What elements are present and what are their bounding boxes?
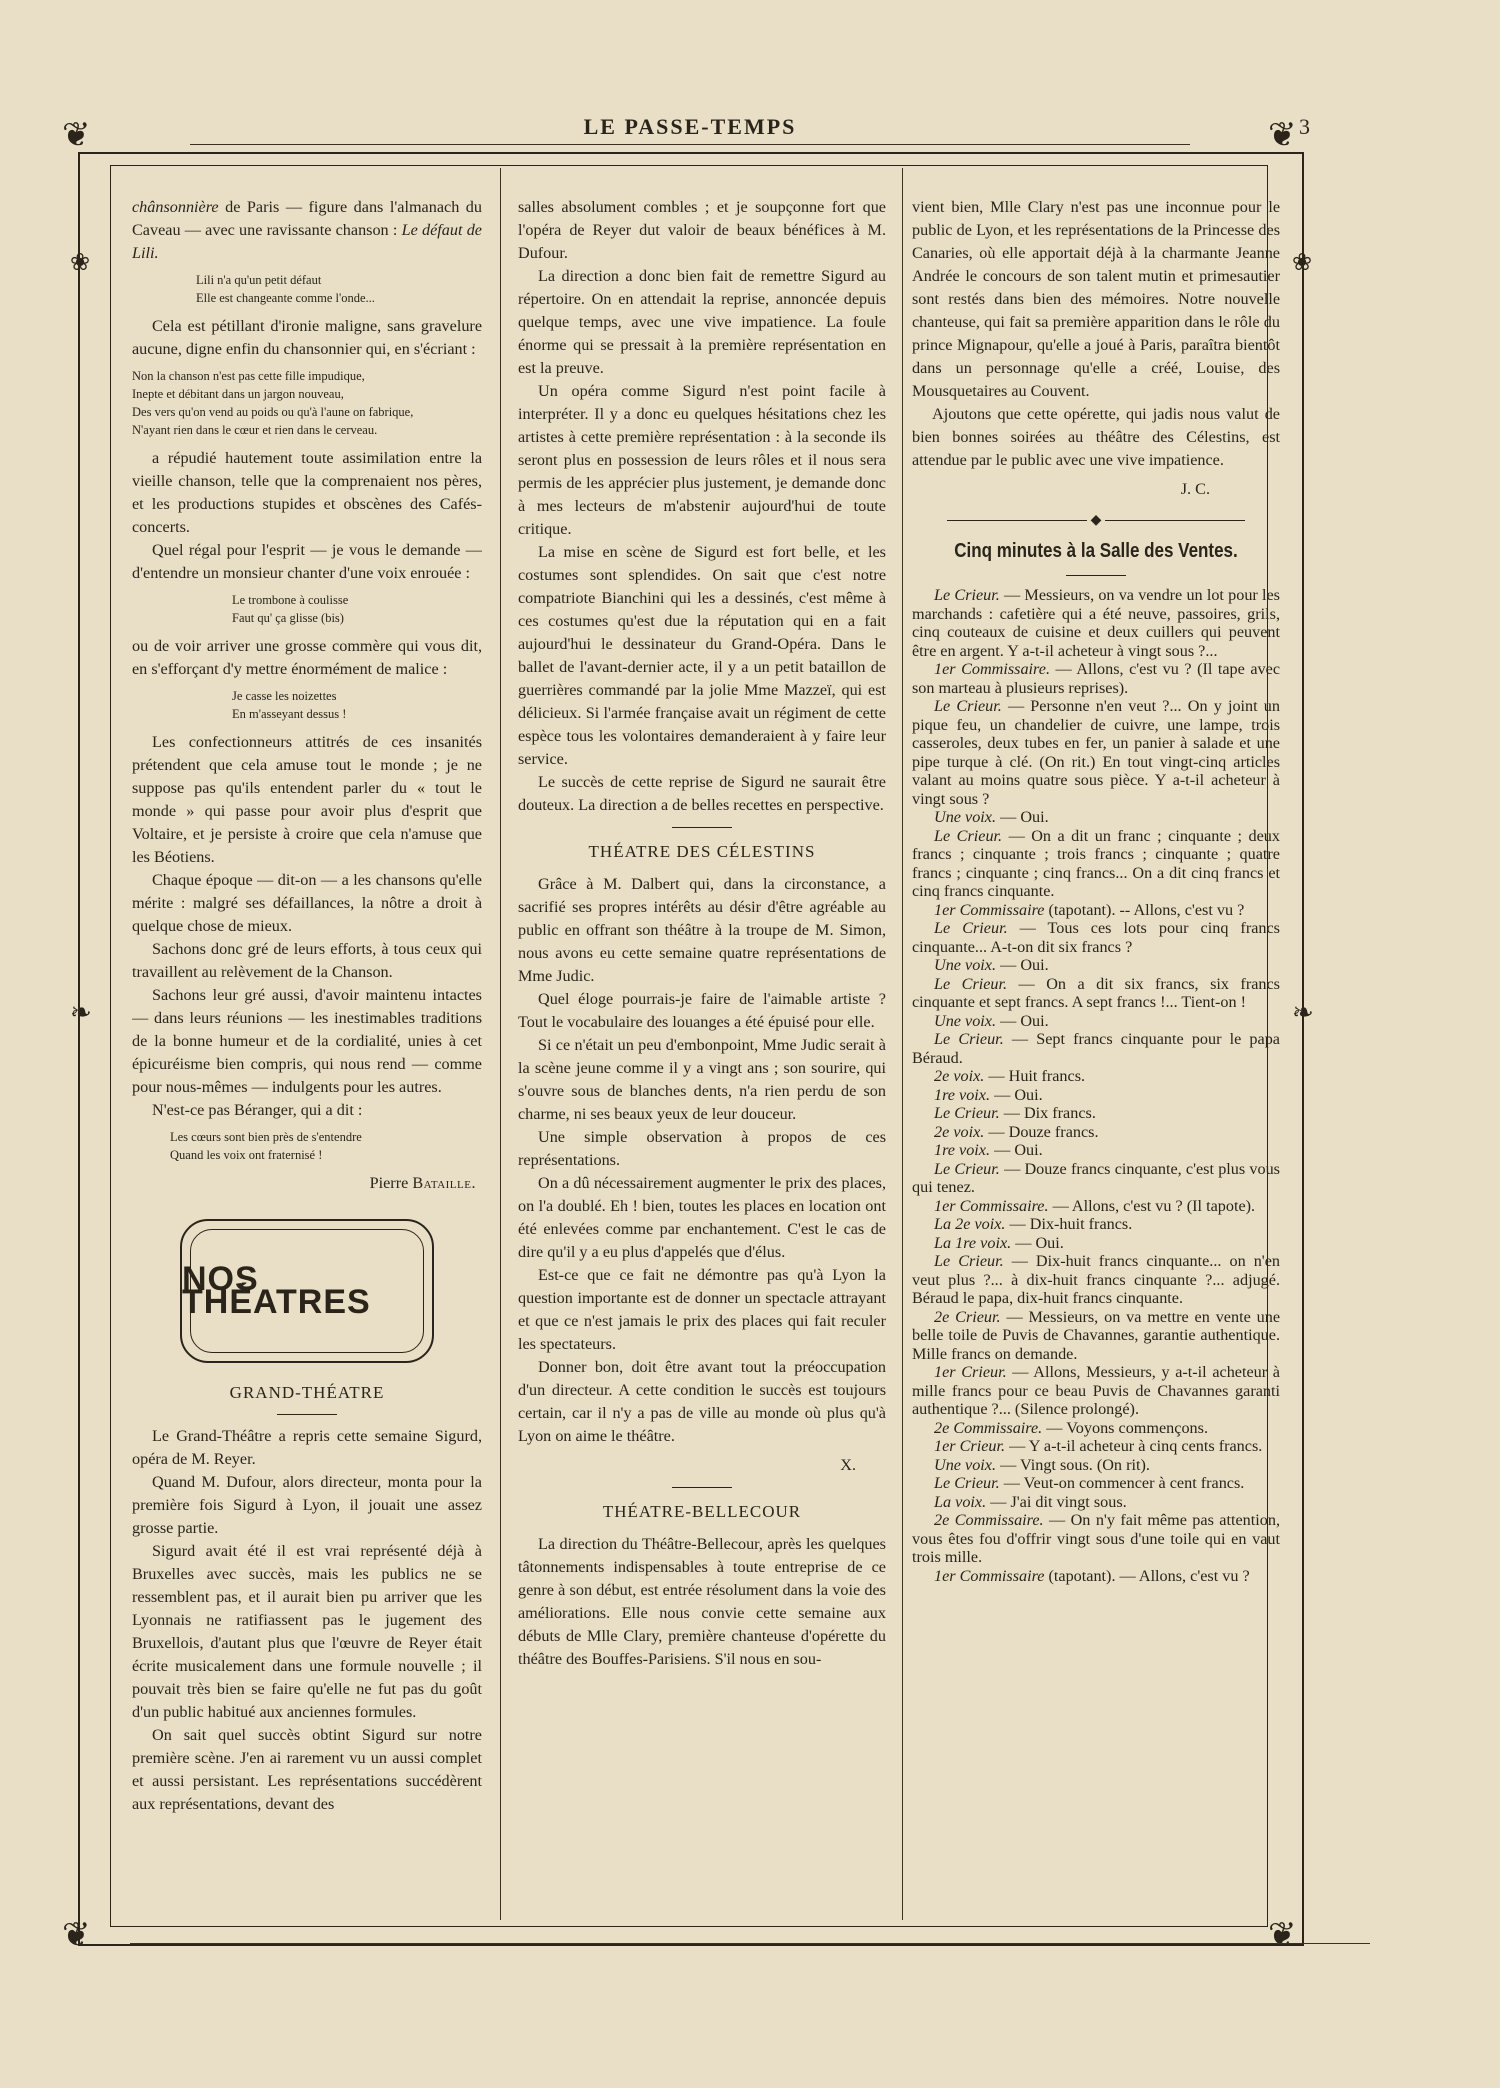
paragraph: Les confectionneurs attitrés de ces insanités prétendent que cela amuse tout le monde ; je ne suppose pas qu'ils entendent parler du « tout le monde » qui passe pour avoir plus d'esprit que Voltaire, et je persiste à croire que cela n'amuse que les Béotiens. <box>132 733 482 866</box>
paragraph <box>132 196 482 265</box>
dialog-line <box>912 1215 1280 1234</box>
auction-dialog <box>912 586 1280 1585</box>
dialog-line <box>912 1493 1280 1512</box>
speech: — Douze francs. <box>984 1122 1099 1141</box>
speaker: 2e Commissaire. <box>934 1418 1043 1437</box>
speaker: Le Crieur. <box>934 1104 1000 1122</box>
speech: — Oui. <box>1011 1233 1064 1252</box>
dialog-line <box>912 1474 1280 1493</box>
speech: — On a dit six francs, six francs cinquante et sept francs. A sept francs !... Tient-on ! <box>912 974 1280 1011</box>
paragraph: Donner bon, doit être avant tout la préoccupation d'un directeur. A cette condition le succès est toujours certain, car il n'y a pas de ville au monde où plus qu'à Lyon on aime le théâtre. <box>518 1358 886 1445</box>
speech: — Allons, Messieurs, y a-t-il acheteur à mille francs pour ce beau Puvis de Chavannes garanti authentique ?... (Silence prolongé). <box>912 1363 1280 1418</box>
verse-line: Des vers qu'on vend au poids ou qu'à l'aune on fabrique, <box>132 405 414 419</box>
section-heading: THÉATRE-BELLECOUR <box>602 1502 802 1521</box>
speaker: 1er Commissaire <box>934 900 1045 919</box>
speech: — Huit francs. <box>984 1067 1086 1085</box>
signature-last: Bataille. <box>412 1174 476 1192</box>
dialog-line <box>912 1437 1280 1456</box>
nos-theatres-banner <box>180 1219 434 1363</box>
speech: — On n'y fait même pas attention, vous êtes fou d'offrir vingt sous d'une toile qui en vaut trois mille. <box>912 1511 1280 1566</box>
speaker: 1re voix. <box>934 1085 991 1104</box>
corner-ornament-icon: ❦ <box>1268 115 1297 155</box>
author-signature: J. C. <box>1180 480 1210 498</box>
dialog-line <box>912 808 1280 827</box>
dialog-line <box>912 1086 1280 1105</box>
dialog-line <box>912 660 1280 697</box>
paragraph: Chaque époque — dit-on — a les chansons qu'elle mérite : malgré ses défaillances, la nôtre a droit à quelque chose de mieux. <box>132 871 482 935</box>
paragraph: Une simple observation à propos de ces représentations. <box>518 1128 886 1169</box>
paragraph: Est-ce que ce fait ne démontre pas qu'à Lyon la question importante est de donner un spectacle attrayant et que ce n'est jamais le prix des places qui fait reculer les spectateurs. <box>518 1266 886 1353</box>
column-1 <box>132 196 482 1906</box>
verse-line: Lili n'a qu'un petit défaut <box>196 273 322 287</box>
dialog-line <box>912 1012 1280 1031</box>
speaker: 1er Commissaire. <box>934 1196 1049 1215</box>
verse-line: Le trombone à coulisse <box>232 593 349 607</box>
side-ornament-icon: ❀ <box>1292 248 1313 276</box>
paragraph: salles absolument combles ; et je soupçonne fort que l'opéra de Reyer dut valoir de beaux bénéfices à M. Dufour. <box>518 198 886 262</box>
dialog-line <box>912 919 1280 956</box>
corner-ornament-icon: ❦ <box>1268 1915 1297 1955</box>
speaker: Une voix. <box>934 1455 997 1474</box>
paragraph: Quel régal pour l'esprit — je vous le demande —d'entendre un monsieur chanter d'une voix enrouée : <box>132 541 482 582</box>
journal-title: LE PASSE-TEMPS <box>583 114 797 139</box>
verse-line: N'ayant rien dans le cœur et rien dans le cerveau. <box>132 423 378 437</box>
speaker: 2e voix. <box>934 1067 985 1085</box>
column-2 <box>518 196 886 1906</box>
side-ornament-icon: ❧ <box>1292 998 1314 1028</box>
dialog-line <box>912 956 1280 975</box>
speech: — Personne n'en veut ?... On y joint un pique feu, un chandelier de cuivre, une lampe, trois casseroles, deux tubes en fer, un panier à salade et une pipe turque à clé. (On rit.) En tout vingt-cinq articles valant au moins quatre sous pièce. Y a-t-il acheteur à vingt sous ? <box>912 697 1280 808</box>
paragraph: On a dû nécessairement augmenter le prix des places, on l'a doublé. Eh ! bien, toutes les places en location ont été enlevées comme par enchantement. C'est le cas de dire qu'il y a eu plus d'appelés que d'élus. <box>518 1174 886 1261</box>
paragraph: Quel éloge pourrais-je faire de l'aimable artiste ? Tout le vocabulaire des louanges a été épuisé pour elle. <box>518 990 886 1031</box>
speaker: La 1re voix. <box>934 1233 1012 1252</box>
verse-line: Quand les voix ont fraternisé ! <box>170 1148 323 1162</box>
speaker: 1er Crieur. <box>934 1363 1007 1381</box>
dialog-line <box>912 1419 1280 1438</box>
verse-quote <box>132 271 482 307</box>
speech: — Vingt sous. (On rit). <box>996 1455 1150 1474</box>
dialog-line <box>912 1104 1280 1123</box>
speech: — Oui. <box>996 808 1049 826</box>
paragraph: On sait quel succès obtint Sigurd sur notre première scène. J'en ai rarement vu un aussi complet et aussi persistant. Les représentations succédèrent aux représentations, devant des <box>132 1726 482 1813</box>
speech: — Dix-huit francs cinquante... on n'en veut plus ?... à dix-huit francs cinquante ?... adjugé. Béraud le papa, dix-huit francs cinquante. <box>912 1252 1280 1307</box>
dialog-line <box>912 1363 1280 1419</box>
speech: — Messieurs, on va vendre un lot pour les marchands : cafetière qui a été neuve, passoires, grils, cinq couteaux de cuisine et deux cuillers qui peuvent être en argent. Y a-t-il acheteur à vingt sous ?... <box>912 586 1280 660</box>
verse-line: Inepte et débitant dans un jargon nouveau, <box>132 387 344 401</box>
dialog-line <box>912 586 1280 660</box>
paragraph: Le Grand-Théâtre a repris cette semaine Sigurd, opéra de M. Reyer. <box>132 1427 482 1468</box>
speech: — Veut-on commencer à cent francs. <box>999 1474 1245 1492</box>
italic-text: chânsonnière <box>132 198 219 216</box>
paragraph: Grâce à M. Dalbert qui, dans la circonstance, a sacrifié ses propres intérêts au désir d'être agréable au public en offrant son théâtre à la troupe de M. Simon, nous avons eu cette semaine quatre représentations de Mme Judic. <box>518 875 886 985</box>
section-heading: GRAND-THÉATRE <box>229 1383 385 1402</box>
speech: — Messieurs, on va mettre en vente une belle toile de Puvis de Chavannes, garantie authentique. Mille francs on demande. <box>912 1307 1280 1363</box>
speaker: 2e Commissaire. <box>934 1511 1044 1529</box>
speaker: 2e voix. <box>934 1122 985 1141</box>
dialog-line <box>912 1456 1280 1475</box>
dialog-line <box>912 1030 1280 1067</box>
paragraph: a répudié hautement toute assimilation entre la vieille chanson, telle que la comprenaient nos pères, et les productions stupides et obscènes des Cafés-concerts. <box>132 449 482 536</box>
verse-line: En m'asseyant dessus ! <box>232 707 347 721</box>
paragraph: Si ce n'était un peu d'embonpoint, Mme Judic serait à la scène jeune comme il y a vingt ans ; son sourire, qui s'ouvre sous de blanches dents, n'a rien perdu de son charme, ni ses beaux yeux de leur douceur. <box>518 1036 886 1123</box>
paragraph: Ajoutons que cette opérette, qui jadis nous valut de bien bonnes soirées au théâtre des Célestins, est attendue par le public avec une vive impatience. <box>912 405 1280 469</box>
paragraph: Sachons leur gré aussi, d'avoir maintenu intactes — dans leurs réunions — les inestimables traditions de la bonne humeur et de la cordialité, unies à cet épicuréisme bien compris, qui nous rend — comme pour nous-mêmes — indulgents pour les autres. <box>132 986 482 1096</box>
verse-line: Faut qu' ça glisse (bis) <box>232 611 344 625</box>
dialog-line <box>912 827 1280 901</box>
column-divider <box>902 168 903 1920</box>
speech: — Oui. <box>996 956 1049 974</box>
text: de Paris — figure dans l'almanach du Caveau — avec une ravissante chanson : <box>132 198 482 239</box>
speaker: Le Crieur. <box>934 1252 1004 1270</box>
speech: — Dix-huit francs. <box>1005 1215 1133 1233</box>
speaker: Le Crieur. <box>934 1474 1000 1492</box>
paragraph: Cela est pétillant d'ironie maligne, sans gravelure aucune, digne enfin du chansonnier qui, en s'écriant : <box>132 317 482 358</box>
paragraph: ou de voir arriver une grosse commère qui vous dit, en s'efforçant d'y mettre énormément de malice : <box>132 637 482 678</box>
song-title: Le défaut de Lili. <box>132 221 482 262</box>
speech: (tapotant). -- Allons, c'est vu ? <box>1044 900 1245 919</box>
paragraph: Sigurd avait été il est vrai représenté déjà à Bruxelles avec succès, mais les publics ne se ressemblent pas, et il aurait bien pu arriver que les Lyonnais ne ratifiassent pas le jugement des Bruxellois, d'autant plus que l'œuvre de Reyer était écrite musicalement dans une formule nouvelle ; il pouvait très bien se faire qu'elle ne fut pas du goût d'un public habitué aux anciennes formules. <box>132 1542 482 1721</box>
section-rule <box>672 827 732 828</box>
dialog-line <box>912 1141 1280 1160</box>
speech: — Douze francs cinquante, c'est plus vous qui tenez. <box>912 1159 1280 1196</box>
dialog-line <box>912 1197 1280 1216</box>
page-header <box>60 112 1320 148</box>
paragraph: La direction a donc bien fait de remettre Sigurd au répertoire. On en attendait la reprise, annoncée depuis quelque temps, avec une vive impatience. La foule énorme qui se pressait à la première représentation en est la preuve. <box>518 267 886 377</box>
speech: — Allons, c'est vu ? (Il tape avec son marteau à plusieurs reprises). <box>912 660 1280 697</box>
speech: — J'ai dit vingt sous. <box>986 1492 1127 1511</box>
paragraph: La mise en scène de Sigurd est fort belle, et les costumes sont splendides. On sait que c'est notre compatriote Bianchini qui les a dessinés, c'est même à ces costumes qu'est due la réputation qui en a fait aujourd'hui le dessinateur du Grand-Opéra. Dans le ballet de l'avant-dernier acte, il y a un petit bataillon de guerrières commandé par la jolie Mme Mazzeï, qui est délicieux. Si l'armée française avait un régiment de cette espèce tous les volontaires demanderaient à y faire leur service. <box>518 543 886 768</box>
speaker: 1er Commissaire <box>934 1566 1045 1585</box>
corner-ornament-icon: ❦ <box>62 115 91 155</box>
header-rule <box>190 144 1190 145</box>
section-heading: THÉATRE DES CÉLESTINS <box>588 842 816 861</box>
speaker: 1re voix. <box>934 1141 991 1159</box>
dialog-line <box>912 1160 1280 1197</box>
footer-rule <box>130 1943 1370 1944</box>
verse-line: Non la chanson n'est pas cette fille impudique, <box>132 369 365 383</box>
signature-first: Pierre <box>369 1174 409 1192</box>
dialog-line <box>912 1511 1280 1567</box>
section-rule <box>277 1414 337 1415</box>
paragraph: Sachons donc gré de leurs efforts, à tous ceux qui travaillent au relèvement de la Chanson. <box>132 940 482 981</box>
diamond-separator: ◆ <box>912 509 1280 532</box>
dialog-line <box>912 975 1280 1012</box>
speech: — On a dit un franc ; cinquante ; deux francs ; cinquante ; trois francs ; cinquante ; quatre francs ; cinquante ; cinq francs... On a dit cinq francs et cinq francs cinquante. <box>912 826 1280 900</box>
verse-line: Elle est changeante comme l'onde... <box>196 291 375 305</box>
verse-quote <box>132 1128 482 1164</box>
speech: — Voyons commençons. <box>1042 1418 1208 1437</box>
verse-quote <box>132 687 482 723</box>
side-ornament-icon: ❀ <box>70 248 91 276</box>
speaker: 1er Commissaire. <box>934 660 1050 678</box>
speaker: 2e Crieur. <box>934 1307 1001 1326</box>
paragraph: Un opéra comme Sigurd n'est point facile à interpréter. Il y a donc eu quelques hésitations chez les artistes à cette première représentation : à la seconde ils seront plus en possession de leurs rôles et il nous sera permis de les apprécier plus justement, je demande donc à mes lecteurs de m'abstenir aujourd'hui de toute critique. <box>518 382 886 538</box>
paragraph: Quand M. Dufour, alors directeur, monta pour la première fois Sigurd à Lyon, il jouait une assez grosse partie. <box>132 1473 482 1537</box>
speech: — Dix francs. <box>999 1104 1096 1122</box>
speaker: Le Crieur. <box>934 974 1008 993</box>
banner-title: NOS THÉATRES <box>182 1260 371 1321</box>
dialog-line <box>912 1234 1280 1253</box>
verse-line: Je casse les noizettes <box>232 689 337 703</box>
column-divider <box>500 168 501 1920</box>
verse-quote <box>132 591 482 627</box>
paragraph: vient bien, Mlle Clary n'est pas une inconnue pour le public de Lyon, et les représentations de la Princesse des Canaries, où elle apportait déjà à la charmante Jeanne Andrée le concours de son talent mutin et primesautier sont restés dans bien des mémoires. Notre nouvelle chanteuse, qui fait sa première apparition dans le rôle du prince Mignapour, qu'elle a joué à Paris, paraîtra bientôt dans un personnage qu'elle a créé, Louise, des Mousquetaires au Couvent. <box>912 198 1280 400</box>
dialog-line <box>912 1123 1280 1142</box>
speech: — Sept francs cinquante pour le papa Béraud. <box>912 1030 1280 1067</box>
speech: — Oui. <box>990 1141 1043 1159</box>
speech: — Oui. <box>990 1085 1043 1104</box>
speaker: La 2e voix. <box>934 1215 1006 1233</box>
speaker: Une voix. <box>934 956 997 974</box>
dialog-line <box>912 1067 1280 1086</box>
verse-quote <box>132 367 482 439</box>
author-signature <box>132 1172 476 1195</box>
section-rule <box>1066 575 1126 576</box>
dialog-line <box>912 1567 1280 1586</box>
dialog-line <box>912 1252 1280 1308</box>
paragraph: Le succès de cette reprise de Sigurd ne saurait être douteux. La direction a de belles recettes en perspective. <box>518 773 886 814</box>
speech: — Tous ces lots pour cinq francs cinquante... A-t-on dit six francs ? <box>912 919 1280 956</box>
speaker: Une voix. <box>934 1011 997 1030</box>
speech: — Oui. <box>996 1011 1049 1030</box>
verse-line: Les cœurs sont bien près de s'entendre <box>170 1130 362 1144</box>
speaker: Le Crieur. <box>934 919 1008 937</box>
section-rule <box>672 1487 732 1488</box>
speech: — Allons, c'est vu ? (Il tapote). <box>1048 1196 1256 1215</box>
speaker: Le Crieur. <box>934 1159 1000 1178</box>
speaker: Le Crieur. <box>934 586 1000 604</box>
dialog-line <box>912 697 1280 808</box>
paragraph: La direction du Théâtre-Bellecour, après les quelques tâtonnements indispensables à toute entreprise de ce genre à son début, est entrée résolument dans la voie des améliorations. Elle nous convie cette semaine aux débuts de Mlle Clary, première chanteuse d'opérette du théâtre des Bouffes-Parisiens. S'il nous en sou- <box>518 1535 886 1668</box>
column-3 <box>912 196 1280 1906</box>
speaker: 1er Crieur. <box>934 1437 1006 1455</box>
speaker: La voix. <box>934 1492 987 1511</box>
speaker: Le Crieur. <box>934 697 1002 715</box>
speech: — Y a-t-il acheteur à cinq cents francs. <box>1005 1437 1263 1455</box>
paragraph: N'est-ce pas Béranger, qui a dit : <box>152 1101 363 1119</box>
speech: (tapotant). — Allons, c'est vu ? <box>1044 1566 1250 1585</box>
dialog-line <box>912 1308 1280 1364</box>
speaker: Le Crieur. <box>934 826 1003 845</box>
corner-ornament-icon: ❦ <box>62 1915 91 1955</box>
page-number: 3 <box>1299 114 1310 139</box>
side-ornament-icon: ❧ <box>70 998 92 1028</box>
dialog-line <box>912 901 1280 920</box>
author-signature: X. <box>840 1456 856 1474</box>
speaker: Une voix. <box>934 808 997 826</box>
speaker: Le Crieur. <box>934 1030 1004 1048</box>
article-title: Cinq minutes à la Salle des Ventes. <box>954 540 1238 562</box>
